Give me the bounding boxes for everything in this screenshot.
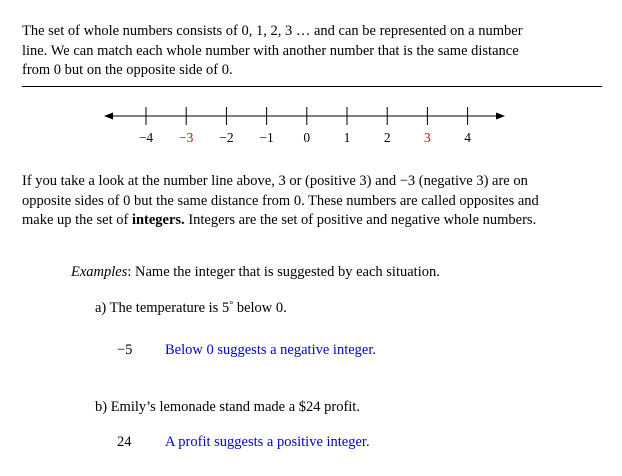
tick-label: 1 [343,130,351,145]
opposites-text: Integers are the set of positive and negative whole numbers. [184,212,537,228]
right-arrow-icon [496,113,505,120]
opposites-line: If you take a look at the number line above, 3 or (positive 3) and −3 (negative 3) are on [22,173,528,189]
example-a-answer: −5 [117,342,133,358]
example-a-question [95,300,287,317]
tick-label: −4 [138,130,154,145]
opposites-text: make up the set of [22,212,132,228]
intro-line: line. We can match each whole number with another number that is the same distance [22,42,519,59]
degree-symbol: ° [229,300,234,311]
question-text: a) The temperature is 5 [95,300,230,316]
question-text: below 0. [233,300,287,316]
tick-label: −1 [259,130,274,145]
example-a-explanation: Below 0 suggests a negative integer. [165,342,377,358]
examples-instruction: : Name the integer that is suggested by each situation. [127,264,440,280]
left-arrow-icon [104,113,113,120]
example-b-answer: 24 [117,434,132,450]
tick-label: 3 [424,130,431,145]
intro-line: from 0 but on the opposite side of 0. [22,62,233,78]
tick-label: 4 [464,130,471,145]
integers-term: integers. [131,212,185,228]
tick-label: −3 [179,130,194,145]
opposites-line [22,211,602,231]
intro-line: The set of whole numbers consists of 0, 1, 2, 3 … and can be represented on a number [22,23,523,39]
example-b-question: b) Emily’s lemonade stand made a $24 profit. [95,399,360,415]
tick-label: 0 [303,130,311,145]
tick-label: −2 [219,130,234,145]
tick-label: 2 [383,130,391,145]
examples-label: Examples [71,264,128,280]
examples-heading [71,264,440,281]
opposites-line: opposite sides of 0 but the same distance from 0. These numbers are called opposites and [22,192,539,209]
example-b-explanation: A profit suggests a positive integer. [165,434,370,450]
opposites-paragraph [22,172,602,231]
